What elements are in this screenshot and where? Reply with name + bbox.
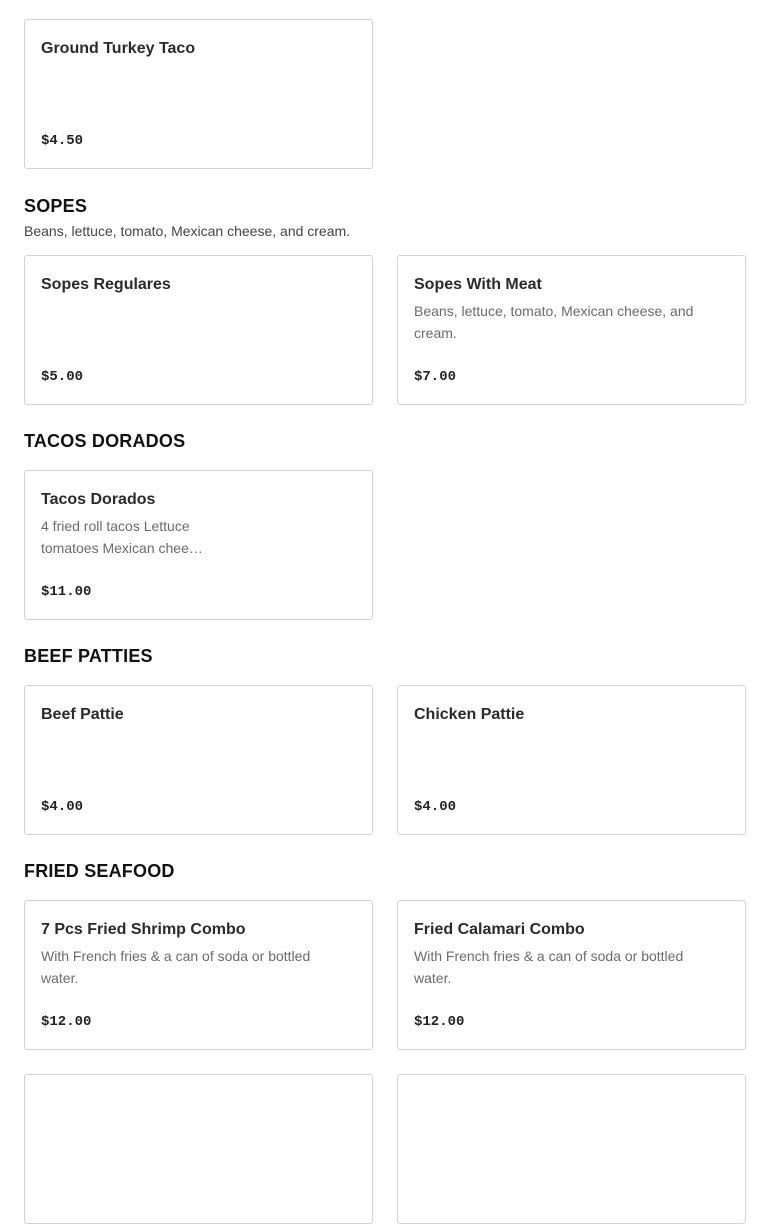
menu-item-card[interactable] [397, 685, 746, 835]
menu-item-card[interactable] [397, 255, 746, 405]
menu-item-card[interactable] [24, 255, 373, 405]
menu-item-card[interactable] [24, 900, 373, 1050]
menu-item-name: Sopes With Meat [414, 276, 542, 293]
menu-item-description: With French fries & a can of soda or bottled water. [414, 948, 684, 986]
section-title: BEEF PATTIES [24, 646, 153, 666]
menu-item-price: $4.00 [414, 799, 457, 815]
menu-list [24, 19, 746, 1224]
menu-item-description: Beans, lettuce, tomato, Mexican cheese, and cream. [414, 303, 694, 341]
menu-item-card[interactable] [24, 685, 373, 835]
menu-item-price: $12.00 [41, 1014, 92, 1030]
menu-section-tacos-dorados [24, 429, 746, 620]
menu-item-price: $4.00 [41, 799, 84, 815]
menu-item-name: Sopes Regulares [41, 276, 171, 293]
menu-item-name: Chicken Pattie [414, 706, 525, 723]
menu-item-name: Beef Pattie [41, 706, 124, 723]
menu-section-fried-seafood [24, 859, 746, 1224]
section-title: FRIED SEAFOOD [24, 861, 175, 881]
menu-item-name: Ground Turkey Taco [41, 40, 196, 57]
section-title: SOPES [24, 196, 88, 216]
menu-item-name: Fried Calamari Combo [414, 921, 585, 938]
menu-section-tacos [24, 19, 746, 169]
menu-item-price: $7.00 [414, 369, 457, 385]
section-description: Beans, lettuce, tomato, Mexican cheese, and cream. [24, 223, 351, 239]
menu-item-name: 7 Pcs Fried Shrimp Combo [41, 921, 246, 938]
menu-item-card[interactable] [24, 470, 373, 620]
menu-item-card[interactable] [397, 1074, 746, 1224]
menu-item-name: Tacos Dorados [41, 491, 156, 508]
menu-section-sopes [24, 194, 746, 405]
menu-item-description: With French fries & a can of soda or bottled water. [41, 948, 311, 986]
menu-item-price: $12.00 [414, 1014, 465, 1030]
menu-item-price: $4.50 [41, 133, 84, 149]
menu-section-beef-patties [24, 644, 746, 835]
menu-item-price: $5.00 [41, 369, 84, 385]
menu-item-card[interactable] [24, 1074, 373, 1224]
menu-item-description: 4 fried roll tacos Lettuce tomatoes Mexican chee… [41, 518, 203, 556]
menu-item-card[interactable] [397, 900, 746, 1050]
menu-item-price: $11.00 [41, 584, 92, 600]
menu-item-card[interactable] [24, 19, 373, 169]
section-title: TACOS DORADOS [24, 431, 186, 451]
